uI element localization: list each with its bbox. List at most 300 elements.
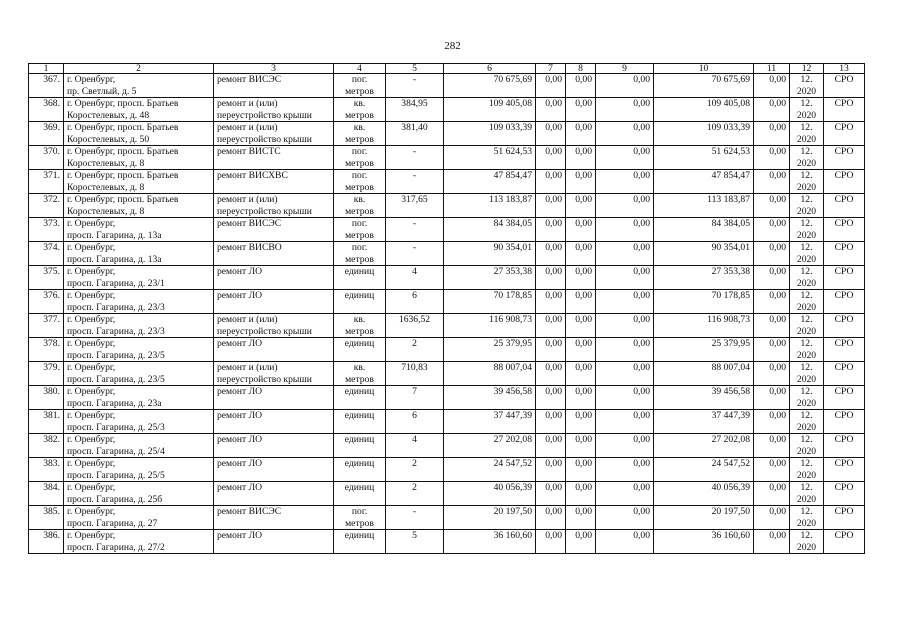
address-cell-line: г. Оренбург, bbox=[67, 218, 116, 229]
work-type-cell-line: ремонт и (или) bbox=[217, 362, 278, 373]
row-number: 378. bbox=[29, 338, 64, 362]
completion-period-cell bbox=[790, 290, 824, 314]
col9-cell: 0,00 bbox=[596, 410, 654, 434]
completion-period-cell-line: 2020 bbox=[796, 181, 817, 193]
completion-period-cell bbox=[790, 146, 824, 170]
col7-cell: 0,00 bbox=[536, 266, 566, 290]
col11-cell: 0,00 bbox=[754, 290, 790, 314]
unit-cell-line: единиц bbox=[344, 410, 375, 421]
column-header-1: 1 bbox=[29, 64, 64, 74]
col7-cell: 0,00 bbox=[536, 506, 566, 530]
work-type-cell-line: ремонт ВИСХВС bbox=[217, 170, 288, 181]
address-cell bbox=[64, 338, 214, 362]
table-row bbox=[29, 170, 865, 194]
work-type-cell bbox=[214, 74, 334, 98]
col7-cell: 0,00 bbox=[536, 218, 566, 242]
row-number: 380. bbox=[29, 386, 64, 410]
header-row bbox=[29, 64, 865, 74]
column-header-13: 13 bbox=[824, 64, 865, 74]
total-cost-cell: 24 547,52 bbox=[444, 458, 536, 482]
unit-cell-line: единиц bbox=[344, 530, 375, 541]
completion-period-cell bbox=[790, 266, 824, 290]
unit-cell-line: кв. bbox=[353, 362, 366, 373]
unit-cell-line: метров bbox=[345, 517, 374, 529]
unit-cell bbox=[334, 290, 386, 314]
row-number: 386. bbox=[29, 530, 64, 554]
total-cost-cell: 36 160,60 bbox=[444, 530, 536, 554]
work-type-cell bbox=[214, 218, 334, 242]
work-type-cell-line: ремонт ЛО bbox=[217, 458, 263, 469]
col10-cell: 47 854,47 bbox=[654, 170, 754, 194]
method-cell: СРО bbox=[824, 122, 865, 146]
unit-cell-line: кв. bbox=[353, 98, 366, 109]
col7-cell: 0,00 bbox=[536, 74, 566, 98]
completion-period-cell-line: 2020 bbox=[796, 445, 817, 457]
col7-cell: 0,00 bbox=[536, 362, 566, 386]
unit-cell bbox=[334, 314, 386, 338]
total-cost-cell: 109 405,08 bbox=[444, 98, 536, 122]
col10-cell: 109 033,39 bbox=[654, 122, 754, 146]
work-type-cell-line: ремонт ЛО bbox=[217, 266, 263, 277]
completion-period-cell-line: 12. bbox=[800, 218, 813, 229]
table-row bbox=[29, 122, 865, 146]
unit-cell-line: пог. bbox=[351, 146, 368, 157]
col8-cell: 0,00 bbox=[566, 242, 596, 266]
address-cell-line: г. Оренбург, bbox=[67, 458, 116, 469]
total-cost-cell: 109 033,39 bbox=[444, 122, 536, 146]
unit-cell-line: пог. bbox=[351, 506, 368, 517]
table-row bbox=[29, 458, 865, 482]
work-type-cell-line: ремонт и (или) bbox=[217, 98, 278, 109]
address-cell-line: просп. Гагарина, д. 23/1 bbox=[67, 277, 165, 289]
address-cell-line: просп. Гагарина, д. 23/3 bbox=[67, 325, 165, 337]
address-cell bbox=[64, 194, 214, 218]
completion-period-cell-line: 12. bbox=[800, 530, 813, 541]
completion-period-cell-line: 2020 bbox=[796, 277, 817, 289]
address-cell-line: Коростелевых, д. 8 bbox=[67, 157, 145, 169]
col8-cell: 0,00 bbox=[566, 98, 596, 122]
address-cell-line: г. Оренбург, просп. Братьев bbox=[67, 194, 179, 205]
address-cell bbox=[64, 122, 214, 146]
unit-cell-line: кв. bbox=[353, 122, 366, 133]
row-number: 372. bbox=[29, 194, 64, 218]
completion-period-cell bbox=[790, 434, 824, 458]
quantity-cell: 4 bbox=[386, 266, 444, 290]
unit-cell-line: метров bbox=[345, 205, 374, 217]
row-number: 384. bbox=[29, 482, 64, 506]
column-header-4: 4 bbox=[334, 64, 386, 74]
col8-cell: 0,00 bbox=[566, 122, 596, 146]
completion-period-cell bbox=[790, 170, 824, 194]
work-type-cell bbox=[214, 506, 334, 530]
total-cost-cell: 90 354,01 bbox=[444, 242, 536, 266]
address-cell-line: г. Оренбург, bbox=[67, 362, 116, 373]
total-cost-cell: 70 178,85 bbox=[444, 290, 536, 314]
unit-cell bbox=[334, 434, 386, 458]
completion-period-cell-line: 12. bbox=[800, 290, 813, 301]
col7-cell: 0,00 bbox=[536, 122, 566, 146]
unit-cell-line: метров bbox=[345, 157, 374, 169]
col9-cell: 0,00 bbox=[596, 434, 654, 458]
address-cell-line: г. Оренбург, просп. Братьев bbox=[67, 146, 179, 157]
address-cell bbox=[64, 218, 214, 242]
address-cell-line: г. Оренбург, bbox=[67, 482, 116, 493]
address-cell-line: г. Оренбург, bbox=[67, 74, 116, 85]
total-cost-cell: 113 183,87 bbox=[444, 194, 536, 218]
col11-cell: 0,00 bbox=[754, 74, 790, 98]
address-cell-line: г. Оренбург, просп. Братьев bbox=[67, 170, 179, 181]
completion-period-cell-line: 12. bbox=[800, 146, 813, 157]
column-header-8: 8 bbox=[566, 64, 596, 74]
col10-cell: 109 405,08 bbox=[654, 98, 754, 122]
total-cost-cell: 27 202,08 bbox=[444, 434, 536, 458]
col10-cell: 37 447,39 bbox=[654, 410, 754, 434]
column-header-6: 6 bbox=[444, 64, 536, 74]
table-row bbox=[29, 242, 865, 266]
completion-period-cell bbox=[790, 242, 824, 266]
address-cell-line: просп. Гагарина, д. 23/5 bbox=[67, 349, 165, 361]
work-type-cell-line: ремонт ВИСТС bbox=[217, 146, 281, 157]
work-type-cell bbox=[214, 266, 334, 290]
completion-period-cell bbox=[790, 74, 824, 98]
col7-cell: 0,00 bbox=[536, 530, 566, 554]
row-number: 385. bbox=[29, 506, 64, 530]
total-cost-cell: 47 854,47 bbox=[444, 170, 536, 194]
unit-cell bbox=[334, 242, 386, 266]
table-row bbox=[29, 530, 865, 554]
work-type-cell-line: ремонт ВИСВО bbox=[217, 242, 282, 253]
address-cell-line: г. Оренбург, просп. Братьев bbox=[67, 98, 179, 109]
row-number: 381. bbox=[29, 410, 64, 434]
method-cell: СРО bbox=[824, 434, 865, 458]
col9-cell: 0,00 bbox=[596, 290, 654, 314]
completion-period-cell bbox=[790, 122, 824, 146]
work-type-cell-line: переустройство крыши bbox=[217, 109, 312, 121]
work-type-cell-line: ремонт и (или) bbox=[217, 314, 278, 325]
col7-cell: 0,00 bbox=[536, 290, 566, 314]
work-type-cell-line: ремонт ЛО bbox=[217, 434, 263, 445]
unit-cell-line: метров bbox=[345, 253, 374, 265]
work-type-cell-line: ремонт ЛО bbox=[217, 338, 263, 349]
address-cell-line: просп. Гагарина, д. 25/5 bbox=[67, 469, 165, 481]
col7-cell: 0,00 bbox=[536, 386, 566, 410]
completion-period-cell-line: 12. bbox=[800, 122, 813, 133]
unit-cell bbox=[334, 506, 386, 530]
col11-cell: 0,00 bbox=[754, 386, 790, 410]
completion-period-cell-line: 2020 bbox=[796, 421, 817, 433]
table-row bbox=[29, 314, 865, 338]
unit-cell-line: метров bbox=[345, 181, 374, 193]
completion-period-cell bbox=[790, 194, 824, 218]
completion-period-cell-line: 2020 bbox=[796, 253, 817, 265]
work-type-cell bbox=[214, 242, 334, 266]
total-cost-cell: 37 447,39 bbox=[444, 410, 536, 434]
quantity-cell: 317,65 bbox=[386, 194, 444, 218]
completion-period-cell-line: 12. bbox=[800, 362, 813, 373]
row-number: 374. bbox=[29, 242, 64, 266]
work-type-cell bbox=[214, 410, 334, 434]
address-cell bbox=[64, 146, 214, 170]
col9-cell: 0,00 bbox=[596, 338, 654, 362]
col8-cell: 0,00 bbox=[566, 194, 596, 218]
address-cell-line: просп. Гагарина, д. 25б bbox=[67, 493, 163, 505]
col11-cell: 0,00 bbox=[754, 98, 790, 122]
address-cell bbox=[64, 266, 214, 290]
quantity-cell: - bbox=[386, 242, 444, 266]
completion-period-cell-line: 2020 bbox=[796, 133, 817, 145]
address-cell bbox=[64, 242, 214, 266]
col9-cell: 0,00 bbox=[596, 170, 654, 194]
row-number: 382. bbox=[29, 434, 64, 458]
col11-cell: 0,00 bbox=[754, 410, 790, 434]
address-cell-line: г. Оренбург, bbox=[67, 290, 116, 301]
work-type-cell-line: ремонт ВИСЭС bbox=[217, 74, 282, 85]
row-number: 383. bbox=[29, 458, 64, 482]
total-cost-cell: 70 675,69 bbox=[444, 74, 536, 98]
unit-cell-line: пог. bbox=[351, 74, 368, 85]
address-cell-line: просп. Гагарина, д. 13а bbox=[67, 229, 162, 241]
unit-cell-line: единиц bbox=[344, 386, 375, 397]
col9-cell: 0,00 bbox=[596, 98, 654, 122]
address-cell bbox=[64, 290, 214, 314]
completion-period-cell-line: 2020 bbox=[796, 397, 817, 409]
completion-period-cell-line: 2020 bbox=[796, 85, 817, 97]
address-cell-line: пр. Светлый, д. 5 bbox=[67, 85, 137, 97]
unit-cell-line: кв. bbox=[353, 194, 366, 205]
col9-cell: 0,00 bbox=[596, 242, 654, 266]
quantity-cell: - bbox=[386, 218, 444, 242]
table-row bbox=[29, 74, 865, 98]
col10-cell: 25 379,95 bbox=[654, 338, 754, 362]
unit-cell-line: единиц bbox=[344, 482, 375, 493]
method-cell: СРО bbox=[824, 242, 865, 266]
col11-cell: 0,00 bbox=[754, 242, 790, 266]
quantity-cell: - bbox=[386, 74, 444, 98]
address-cell bbox=[64, 362, 214, 386]
unit-cell bbox=[334, 386, 386, 410]
completion-period-cell-line: 12. bbox=[800, 266, 813, 277]
table-row bbox=[29, 218, 865, 242]
row-number: 373. bbox=[29, 218, 64, 242]
address-cell-line: г. Оренбург, bbox=[67, 434, 116, 445]
completion-period-cell-line: 12. bbox=[800, 98, 813, 109]
completion-period-cell bbox=[790, 482, 824, 506]
col8-cell: 0,00 bbox=[566, 170, 596, 194]
col8-cell: 0,00 bbox=[566, 362, 596, 386]
work-type-cell bbox=[214, 338, 334, 362]
method-cell: СРО bbox=[824, 386, 865, 410]
completion-period-cell-line: 12. bbox=[800, 506, 813, 517]
quantity-cell: 7 bbox=[386, 386, 444, 410]
table-row bbox=[29, 506, 865, 530]
col9-cell: 0,00 bbox=[596, 458, 654, 482]
total-cost-cell: 27 353,38 bbox=[444, 266, 536, 290]
completion-period-cell-line: 12. bbox=[800, 74, 813, 85]
col8-cell: 0,00 bbox=[566, 530, 596, 554]
table-row bbox=[29, 146, 865, 170]
row-number: 371. bbox=[29, 170, 64, 194]
work-type-cell bbox=[214, 170, 334, 194]
work-type-cell-line: переустройство крыши bbox=[217, 373, 312, 385]
quantity-cell: 2 bbox=[386, 338, 444, 362]
quantity-cell: - bbox=[386, 170, 444, 194]
col10-cell: 70 675,69 bbox=[654, 74, 754, 98]
unit-cell-line: метров bbox=[345, 133, 374, 145]
method-cell: СРО bbox=[824, 98, 865, 122]
address-cell bbox=[64, 170, 214, 194]
method-cell: СРО bbox=[824, 458, 865, 482]
work-type-cell-line: ремонт ВИСЭС bbox=[217, 218, 282, 229]
quantity-cell: - bbox=[386, 506, 444, 530]
completion-period-cell bbox=[790, 338, 824, 362]
column-header-5: 5 bbox=[386, 64, 444, 74]
work-type-cell-line: ремонт и (или) bbox=[217, 122, 278, 133]
completion-period-cell-line: 12. bbox=[800, 170, 813, 181]
address-cell bbox=[64, 74, 214, 98]
completion-period-cell-line: 12. bbox=[800, 434, 813, 445]
column-header-7: 7 bbox=[536, 64, 566, 74]
col10-cell: 84 384,05 bbox=[654, 218, 754, 242]
col9-cell: 0,00 bbox=[596, 386, 654, 410]
col10-cell: 36 160,60 bbox=[654, 530, 754, 554]
table-row bbox=[29, 290, 865, 314]
col11-cell: 0,00 bbox=[754, 314, 790, 338]
col9-cell: 0,00 bbox=[596, 482, 654, 506]
table-row bbox=[29, 98, 865, 122]
method-cell: СРО bbox=[824, 146, 865, 170]
col11-cell: 0,00 bbox=[754, 458, 790, 482]
total-cost-cell: 20 197,50 bbox=[444, 506, 536, 530]
completion-period-cell bbox=[790, 218, 824, 242]
column-number-header bbox=[29, 64, 865, 74]
unit-cell-line: кв. bbox=[353, 314, 366, 325]
col9-cell: 0,00 bbox=[596, 314, 654, 338]
col8-cell: 0,00 bbox=[566, 290, 596, 314]
method-cell: СРО bbox=[824, 314, 865, 338]
completion-period-cell-line: 2020 bbox=[796, 301, 817, 313]
col11-cell: 0,00 bbox=[754, 194, 790, 218]
address-cell bbox=[64, 386, 214, 410]
work-type-cell-line: ремонт ЛО bbox=[217, 530, 263, 541]
col7-cell: 0,00 bbox=[536, 242, 566, 266]
col8-cell: 0,00 bbox=[566, 218, 596, 242]
unit-cell bbox=[334, 74, 386, 98]
address-cell-line: г. Оренбург, bbox=[67, 242, 116, 253]
row-number: 369. bbox=[29, 122, 64, 146]
column-header-2: 2 bbox=[64, 64, 214, 74]
table-row bbox=[29, 362, 865, 386]
unit-cell-line: единиц bbox=[344, 434, 375, 445]
col8-cell: 0,00 bbox=[566, 458, 596, 482]
col8-cell: 0,00 bbox=[566, 74, 596, 98]
quantity-cell: 710,83 bbox=[386, 362, 444, 386]
col11-cell: 0,00 bbox=[754, 482, 790, 506]
col9-cell: 0,00 bbox=[596, 146, 654, 170]
quantity-cell: 1636,52 bbox=[386, 314, 444, 338]
work-type-cell bbox=[214, 98, 334, 122]
col10-cell: 51 624,53 bbox=[654, 146, 754, 170]
col9-cell: 0,00 bbox=[596, 218, 654, 242]
col8-cell: 0,00 bbox=[566, 506, 596, 530]
completion-period-cell-line: 2020 bbox=[796, 349, 817, 361]
method-cell: СРО bbox=[824, 482, 865, 506]
column-header-9: 9 bbox=[596, 64, 654, 74]
table-row bbox=[29, 410, 865, 434]
col7-cell: 0,00 bbox=[536, 170, 566, 194]
work-type-cell-line: переустройство крыши bbox=[217, 325, 312, 337]
completion-period-cell-line: 2020 bbox=[796, 325, 817, 337]
address-cell-line: г. Оренбург, bbox=[67, 386, 116, 397]
page-number: 282 bbox=[444, 40, 461, 52]
completion-period-cell-line: 12. bbox=[800, 338, 813, 349]
completion-period-cell-line: 2020 bbox=[796, 493, 817, 505]
unit-cell bbox=[334, 458, 386, 482]
col8-cell: 0,00 bbox=[566, 314, 596, 338]
method-cell: СРО bbox=[824, 74, 865, 98]
unit-cell bbox=[334, 122, 386, 146]
method-cell: СРО bbox=[824, 338, 865, 362]
unit-cell-line: единиц bbox=[344, 266, 375, 277]
address-cell bbox=[64, 530, 214, 554]
address-cell-line: просп. Гагарина, д. 23а bbox=[67, 397, 162, 409]
col10-cell: 113 183,87 bbox=[654, 194, 754, 218]
quantity-cell: 2 bbox=[386, 482, 444, 506]
col7-cell: 0,00 bbox=[536, 482, 566, 506]
work-type-cell bbox=[214, 362, 334, 386]
address-cell-line: г. Оренбург, bbox=[67, 266, 116, 277]
address-cell-line: просп. Гагарина, д. 13а bbox=[67, 253, 162, 265]
work-type-cell bbox=[214, 314, 334, 338]
work-type-cell-line: ремонт и (или) bbox=[217, 194, 278, 205]
completion-period-cell bbox=[790, 530, 824, 554]
unit-cell bbox=[334, 266, 386, 290]
total-cost-cell: 40 056,39 bbox=[444, 482, 536, 506]
col8-cell: 0,00 bbox=[566, 434, 596, 458]
work-type-cell bbox=[214, 386, 334, 410]
unit-cell bbox=[334, 98, 386, 122]
unit-cell-line: единиц bbox=[344, 290, 375, 301]
col11-cell: 0,00 bbox=[754, 146, 790, 170]
col7-cell: 0,00 bbox=[536, 98, 566, 122]
completion-period-cell bbox=[790, 314, 824, 338]
table-row bbox=[29, 482, 865, 506]
address-cell-line: просп. Гагарина, д. 25/4 bbox=[67, 445, 165, 457]
column-header-12: 12 bbox=[790, 64, 824, 74]
col10-cell: 70 178,85 bbox=[654, 290, 754, 314]
column-header-11: 11 bbox=[754, 64, 790, 74]
work-type-cell-line: ремонт ВИСЭС bbox=[217, 506, 282, 517]
work-type-cell bbox=[214, 122, 334, 146]
completion-period-cell-line: 2020 bbox=[796, 157, 817, 169]
completion-period-cell-line: 2020 bbox=[796, 109, 817, 121]
total-cost-cell: 51 624,53 bbox=[444, 146, 536, 170]
completion-period-cell-line: 12. bbox=[800, 386, 813, 397]
completion-period-cell-line: 2020 bbox=[796, 373, 817, 385]
col10-cell: 20 197,50 bbox=[654, 506, 754, 530]
address-cell bbox=[64, 434, 214, 458]
address-cell-line: г. Оренбург, bbox=[67, 410, 116, 421]
col9-cell: 0,00 bbox=[596, 74, 654, 98]
quantity-cell: 2 bbox=[386, 458, 444, 482]
method-cell: СРО bbox=[824, 290, 865, 314]
col11-cell: 0,00 bbox=[754, 362, 790, 386]
address-cell bbox=[64, 314, 214, 338]
col8-cell: 0,00 bbox=[566, 482, 596, 506]
address-cell-line: г. Оренбург, просп. Братьев bbox=[67, 122, 179, 133]
method-cell: СРО bbox=[824, 362, 865, 386]
col11-cell: 0,00 bbox=[754, 434, 790, 458]
address-cell-line: г. Оренбург, bbox=[67, 338, 116, 349]
